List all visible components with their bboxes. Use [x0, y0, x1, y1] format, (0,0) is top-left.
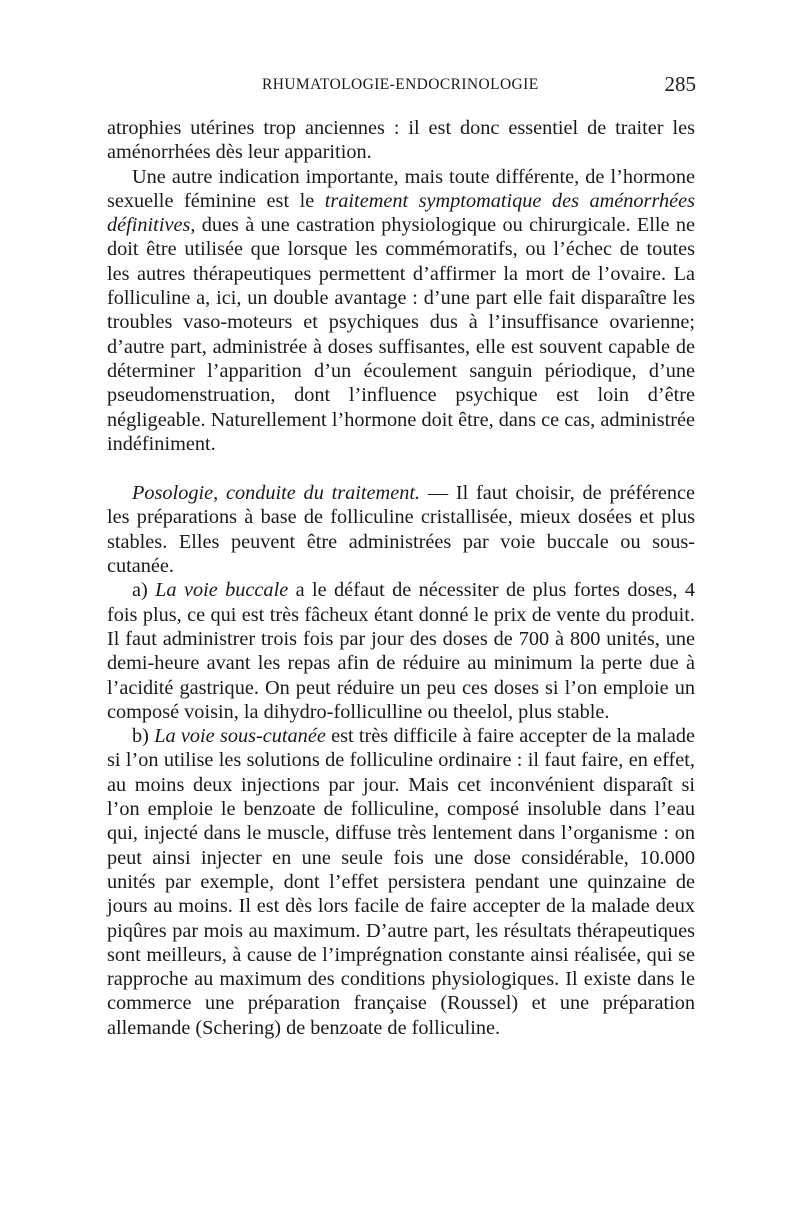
emphasis-phrase: traitement symptomatique des aménorrhées définitives: [107, 189, 696, 237]
body-text: [107, 116, 695, 1040]
running-header: [110, 72, 696, 100]
paragraph-indication: [107, 165, 695, 457]
emphasis-phrase: La voie buccale: [155, 579, 289, 602]
paragraph-voie-buccale: [107, 578, 695, 724]
paragraph-text-after: est très difficile à faire accepter de la malade si l’on utilise les solutions de folliculine ordinaire : il faut faire, en effet, au moins deux injections par jour. Mais cet inconvénient disparaît si l’on emploie le benzoate de folliculine, composé insoluble dans l’eau qui, injecté dans le muscle, diffuse très lentement dans l’organisme : on peut ainsi injecter en une seule fois une dose considérable, 10.000 unités par exemple, dont l’effet persistera pendant une quinzaine de jours au moins. Il est dès lors facile de faire accepter de la malade deux piqûres par mois au maximum. D’autre part, les résultats thérapeutiques sont meilleurs, à cause de l’imprégnation constante ainsi réalisée, qui se rapproche au maximum des conditions physiologiques. Il existe dans le commerce une préparation française (Roussel) et une préparation allemande (Schering) de benzoate de folliculine.: [107, 725, 695, 1039]
paragraph-text-after: a le défaut de nécessiter de plus fortes doses, 4 fois plus, ce qui est très fâcheux étant donné le prix de vente du produit. Il faut administrer trois fois par jour des doses de 700 à 800 unités, une demi-heure avant les repas afin de réduire au minimum la perte due à l’acidité gastrique. On peut réduire un peu ces doses si l’on emploie un composé voisin, la dihydro-folliculline ou theelol, plus stable.: [107, 579, 695, 723]
paragraph-text-after: — Il faut choisir, de préférence les préparations à base de folliculine cristallisée, mieux dosées et plus stables. Elles peuvent être administrées par voie buccale ou sous-cutanée.: [107, 482, 695, 578]
section-heading: Posologie, conduite du traitement.: [132, 482, 421, 505]
item-label: a): [132, 579, 156, 602]
page-number: 285: [664, 72, 696, 96]
item-label: b): [132, 725, 155, 748]
paragraph-continuation: [107, 116, 695, 165]
emphasis-phrase: La voie sous-cutanée: [154, 725, 326, 748]
paragraph-text-after: , dues à une castration physiologique ou chirurgicale. Elle ne doit être utilisée que lorsque les commémoratifs, ou l’échec de toutes les autres thérapeutiques permettent d’affirmer la mort de l’ovaire. La folliculine a, ici, un double avantage : d’une part elle fait disparaître les troubles vaso-moteurs et psychiques dus à l’insuffisance ovarienne; d’autre part, administrée à doses suffisantes, elle est souvent capable de déterminer l’apparition d’un écoulement sanguin périodique, d’une pseudomenstruation, dont l’influence psychique est loin d’être négligeable. Naturellement l’hormone doit être, dans ce cas, administrée indéfiniment.: [107, 214, 695, 455]
paragraph-text: atrophies utérines trop anciennes : il est donc essentiel de traiter les aménorrhées dès leur apparition.: [107, 117, 695, 164]
paragraph-posologie: [107, 481, 695, 578]
paragraph-text-before: Une autre indication importante, mais toute différente, de l’hormone sexuelle féminine est le: [107, 165, 695, 212]
paragraph-voie-sous-cutanee: [107, 724, 695, 1040]
running-title: RHUMATOLOGIE-ENDOCRINOLOGIE: [262, 76, 539, 93]
